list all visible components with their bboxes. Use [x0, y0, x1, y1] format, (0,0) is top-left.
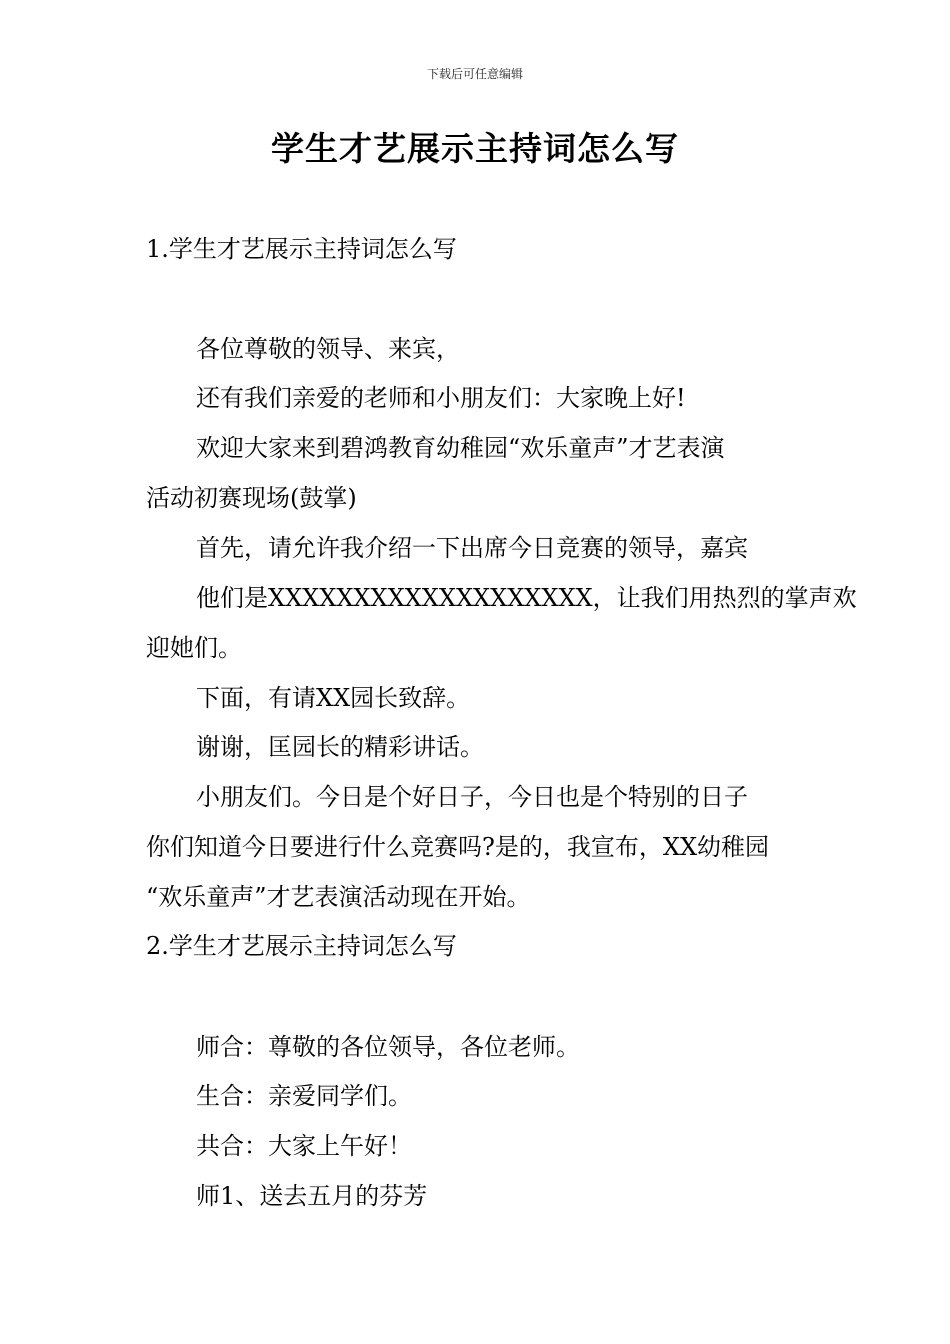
paragraph-line: 还有我们亲爱的老师和小朋友们：大家晚上好! [196, 384, 686, 412]
paragraph-line: 各位尊敬的领导、来宾， [196, 335, 460, 363]
paragraph-line: 谢谢，匡园长的精彩讲话。 [196, 733, 484, 761]
header-note: 下载后可任意编辑 [426, 67, 523, 81]
paragraph-line: 首先，请允许我介绍一下出席今日竞赛的领导，嘉宾 [196, 534, 748, 562]
paragraph-line: 你们知道今日要进行什么竞赛吗?是的，我宣布，XX幼稚园 [146, 833, 770, 861]
paragraph-line: 共合：大家上午好！ [196, 1132, 412, 1160]
paragraph-line: 师1、送去五月的芬芳 [196, 1182, 428, 1210]
section-heading-1: 1.学生才艺展示主持词怎么写 [146, 235, 457, 263]
paragraph-line: 下面，有请XX园长致辞。 [196, 684, 471, 712]
paragraph-line: 活动初赛现场(鼓掌) [146, 484, 357, 512]
paragraph-line: 师合：尊敬的各位领导，各位老师。 [196, 1033, 580, 1061]
paragraph-line: 他们是XXXXXXXXXXXXXXXXXXX，让我们用热烈的掌声欢 [196, 584, 857, 612]
document-title: 学生才艺展示主持词怎么写 [271, 129, 679, 168]
paragraph-line: 迎她们。 [146, 634, 242, 662]
section-heading-2: 2.学生才艺展示主持词怎么写 [146, 932, 457, 960]
paragraph-line: “欢乐童声”才艺表演活动现在开始。 [146, 883, 531, 911]
paragraph-line: 欢迎大家来到碧鸿教育幼稚园“欢乐童声”才艺表演 [196, 434, 725, 462]
paragraph-line: 生合：亲爱同学们。 [196, 1082, 412, 1110]
paragraph-line: 小朋友们。今日是个好日子，今日也是个特别的日子 [196, 783, 748, 811]
